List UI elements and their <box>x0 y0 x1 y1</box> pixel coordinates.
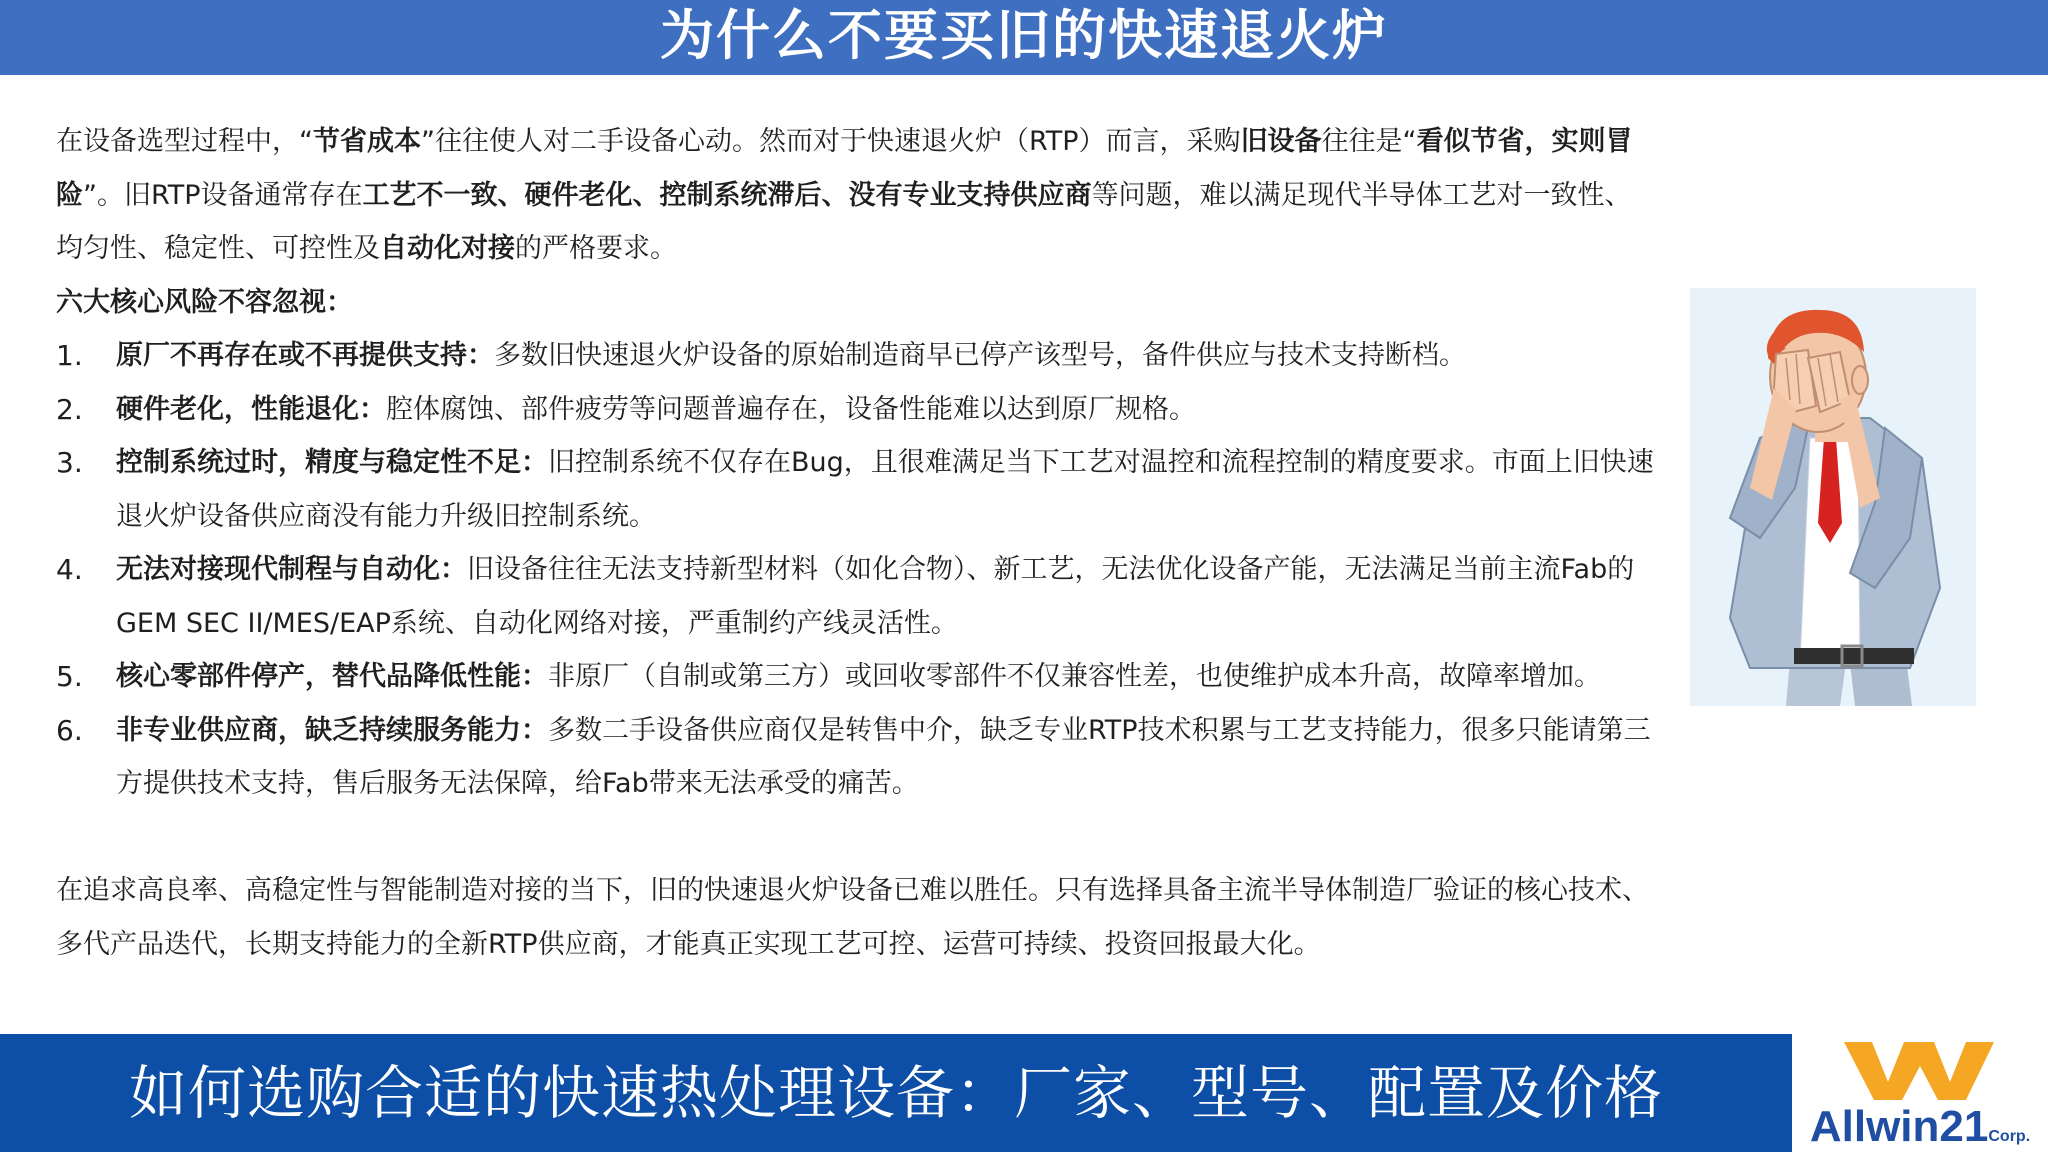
conclusion-paragraph: 在追求高良率、高稳定性与智能制造对接的当下，旧的快速退火炉设备已难以胜任。只有选择具备主流半导体制造厂验证的核心技术、多代产品迭代，长期支持能力的全新RTP供应商，才能真正实现工艺可控、运营可持续、投资回报最大化。 <box>56 875 1649 960</box>
list-item <box>56 543 1656 650</box>
list-item-label: 原厂不再存在或不再提供支持： <box>116 340 494 371</box>
list-item-body <box>116 543 1656 650</box>
list-item-text: 非原厂（自制或第三方）或回收零部件不仅兼容性差，也使维护成本升高，故障率增加。 <box>548 661 1601 692</box>
list-item <box>56 436 1656 543</box>
intro-bold-2: 旧设备 <box>1240 126 1322 157</box>
allwin21-logo <box>1792 1034 2048 1152</box>
list-item-label: 非专业供应商，缺乏持续服务能力： <box>116 714 548 746</box>
facepalm-icon <box>1690 288 1976 706</box>
list-item-number: 5. <box>56 660 83 693</box>
list-item <box>56 650 1656 704</box>
intro-bold-1: 节省成本 <box>313 126 421 157</box>
logo-wordmark <box>1792 1102 2048 1152</box>
list-item-body <box>116 704 1656 811</box>
facepalm-businessman-illustration <box>1690 288 1976 706</box>
list-item-number: 6. <box>56 713 83 747</box>
intro-text-3: 往往是“ <box>1321 126 1417 157</box>
intro-paragraph <box>56 115 1656 276</box>
list-item <box>56 704 1656 811</box>
intro-text-5: 等问题，难以满足现代半导体工艺对一致性、均匀性、稳定性、可控性及 <box>56 179 1632 264</box>
intro-text-4: ”。旧RTP设备通常存在 <box>83 179 363 211</box>
footer-banner-text[interactable]: 如何选购合适的快速热处理设备：厂家、型号、配置及价格 <box>128 1059 1663 1127</box>
list-item <box>56 383 1656 437</box>
list-item-label: 核心零部件停产，替代品降低性能： <box>116 661 548 692</box>
list-item-label: 无法对接现代制程与自动化： <box>116 554 467 585</box>
list-item-text: 旧控制系统不仅存在Bug，且很难满足当下工艺对温控和流程控制的精度要求。市面上旧快速退火炉设备供应商没有能力升级旧控制系统。 <box>116 447 1654 532</box>
list-item-number: 2. <box>56 392 83 426</box>
list-item-text: 腔体腐蚀、部件疲劳等问题普遍存在，设备性能难以达到原厂规格。 <box>386 393 1196 425</box>
risks-list <box>56 329 1656 811</box>
list-item <box>56 329 1656 383</box>
list-item-text: 多数旧快速退火炉设备的原始制造商早已停产该型号，备件供应与技术支持断档。 <box>494 340 1466 371</box>
paragraph-spacer <box>56 811 1656 865</box>
list-item-body <box>116 383 1656 437</box>
article-body <box>56 115 1656 971</box>
list-item-number: 3. <box>56 446 83 479</box>
list-item-text: 多数二手设备供应商仅是转售中介，缺乏专业RTP技术积累与工艺支持能力，很多只能请第三方提供技术支持，售后服务无法保障，给Fab带来无法承受的痛苦。 <box>116 714 1651 799</box>
page-title: 为什么不要买旧的快速退火炉 <box>660 4 1388 67</box>
list-item-text: 旧设备往往无法支持新型材料（如化合物）、新工艺，无法优化设备产能，无法满足当前主流Fab的GEM SEC II/MES/EAP系统、自动化网络对接，严重制约产线灵活性。 <box>116 554 1635 639</box>
list-item-label: 硬件老化，性能退化： <box>116 393 386 425</box>
title-bar <box>0 0 2048 75</box>
intro-bold-4: 工艺不一致、硬件老化、控制系统滞后、没有专业支持供应商 <box>362 179 1092 211</box>
logo-brand: Allwin <box>1809 1102 1940 1151</box>
allwin-w-logo-icon <box>1842 1038 1998 1102</box>
list-item-number: 1. <box>56 339 83 372</box>
logo-number: 21 <box>1939 1102 1989 1151</box>
list-item-number: 4. <box>56 553 83 586</box>
intro-bold-5: 自动化对接 <box>380 233 515 264</box>
list-item-label: 控制系统过时，精度与稳定性不足： <box>116 447 548 478</box>
list-item-body <box>116 436 1656 543</box>
intro-bold-3: 看似节省，实则冒险 <box>56 126 1633 211</box>
intro-text-2: ”往往使人对二手设备心动。然而对于快速退火炉（RTP）而言，采购 <box>421 126 1241 157</box>
list-item-body <box>116 650 1656 704</box>
intro-text-1: 在设备选型过程中，“ <box>56 126 313 157</box>
risks-heading: 六大核心风险不容忽视： <box>56 286 353 318</box>
footer-banner[interactable] <box>0 1034 1792 1152</box>
logo-suffix: Corp. <box>1988 1128 2031 1145</box>
list-item-body <box>116 329 1656 383</box>
intro-text-6: 的严格要求。 <box>515 233 677 264</box>
